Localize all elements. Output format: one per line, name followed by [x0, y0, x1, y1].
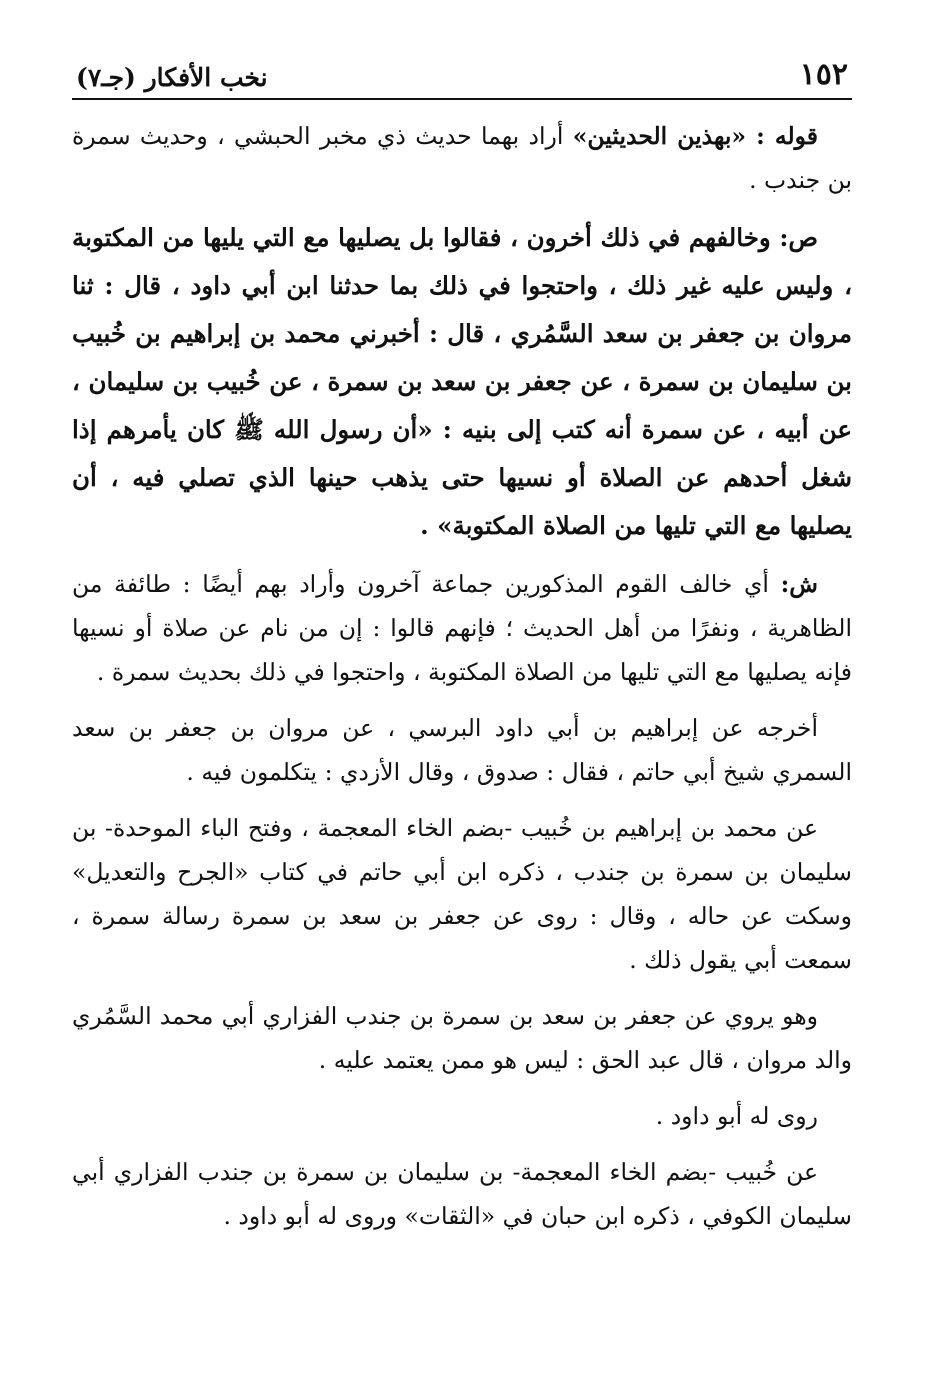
shin-marker: ش:	[780, 570, 818, 598]
paragraph-text: أي خالف القوم المذكورين جماعة آخرون وأراد بهم أيضًا : طائفة من الظاهرية ، ونفرًا من أهل الحديث ؛ فإنهم قالوا : إن من نام عن صلاة أو نسيها فإنه يصليها مع التي تليها من الصلاة المكتوبة ، واحتجوا في ذلك بحديث سمرة .	[72, 570, 852, 686]
commentary-paragraph: عن محمد بن إبراهيم بن خُبيب -بضم الخاء المعجمة ، وفتح الباء الموحدة- بن سليمان بن سمرة بن جندب ، ذكره ابن أبي حاتم في كتاب «الجرح والتعديل» وسكت عن حاله ، وقال : روى عن جعفر بن سعد بن سمرة رسالة سمرة ، سمعت أبي يقول ذلك .	[72, 814, 852, 974]
commentary-paragraph	[72, 114, 852, 202]
sad-marker: ص:	[779, 223, 818, 252]
sharh-paragraph	[72, 562, 852, 694]
commentary-paragraph: عن خُبيب -بضم الخاء المعجمة- بن سليمان بن سمرة بن جندب الفزاري أبي سليمان الكوفي ، ذكره ابن حبان في «الثقات» وروى له أبو داود .	[72, 1158, 852, 1230]
commentary-paragraph: روى له أبو داود .	[655, 1102, 818, 1130]
matn-paragraph	[72, 214, 852, 550]
page-number: ١٥٢	[799, 57, 848, 92]
commentary-paragraph: وهو يروي عن جعفر بن سعد بن سمرة بن جندب الفزاري أبي محمد السَّمُري والد مروان ، قال عبد الحق : ليس هو ممن يعتمد عليه .	[72, 1002, 852, 1074]
paragraph-text: أراد بهما حديث ذي مخبر الحبشي ، وحديث سمرة بن جندب .	[72, 122, 852, 194]
book-page	[72, 52, 852, 1342]
quoted-phrase: قوله : «بهذين الحديثين»	[572, 122, 818, 150]
page-body	[72, 100, 852, 1238]
commentary-paragraph: أخرجه عن إبراهيم بن أبي داود البرسي ، عن مروان بن جعفر بن سعد السمري شيخ أبي حاتم ، فقال : صدوق ، وقال الأزدي : يتكلمون فيه .	[72, 714, 852, 786]
book-title: نخب الأفكار (جـ٧)	[76, 63, 268, 92]
paragraph-text: وخالفهم في ذلك أخرون ، فقالوا بل يصليها مع التي يليها من المكتوبة ، وليس عليه غير ذلك ، واحتجوا في ذلك بما حدثنا ابن أبي داود ، قال : ثنا مروان بن جعفر بن سعد السَّمُري ، قال : أخبرني محمد بن إبراهيم بن خُبيب بن سليمان بن سمرة ، عن جعفر بن سعد بن سمرة ، عن خُبيب بن سليمان ، عن أبيه ، عن سمرة أنه كتب إلى بنيه : «أن رسول الله ﷺ كان يأمرهم إذا شغل أحدهم عن الصلاة أو نسيها حتى يذهب حينها الذي تصلي فيه ، أن يصليها مع التي تليها من الصلاة المكتوبة» .	[72, 223, 852, 540]
page-header	[72, 52, 852, 100]
